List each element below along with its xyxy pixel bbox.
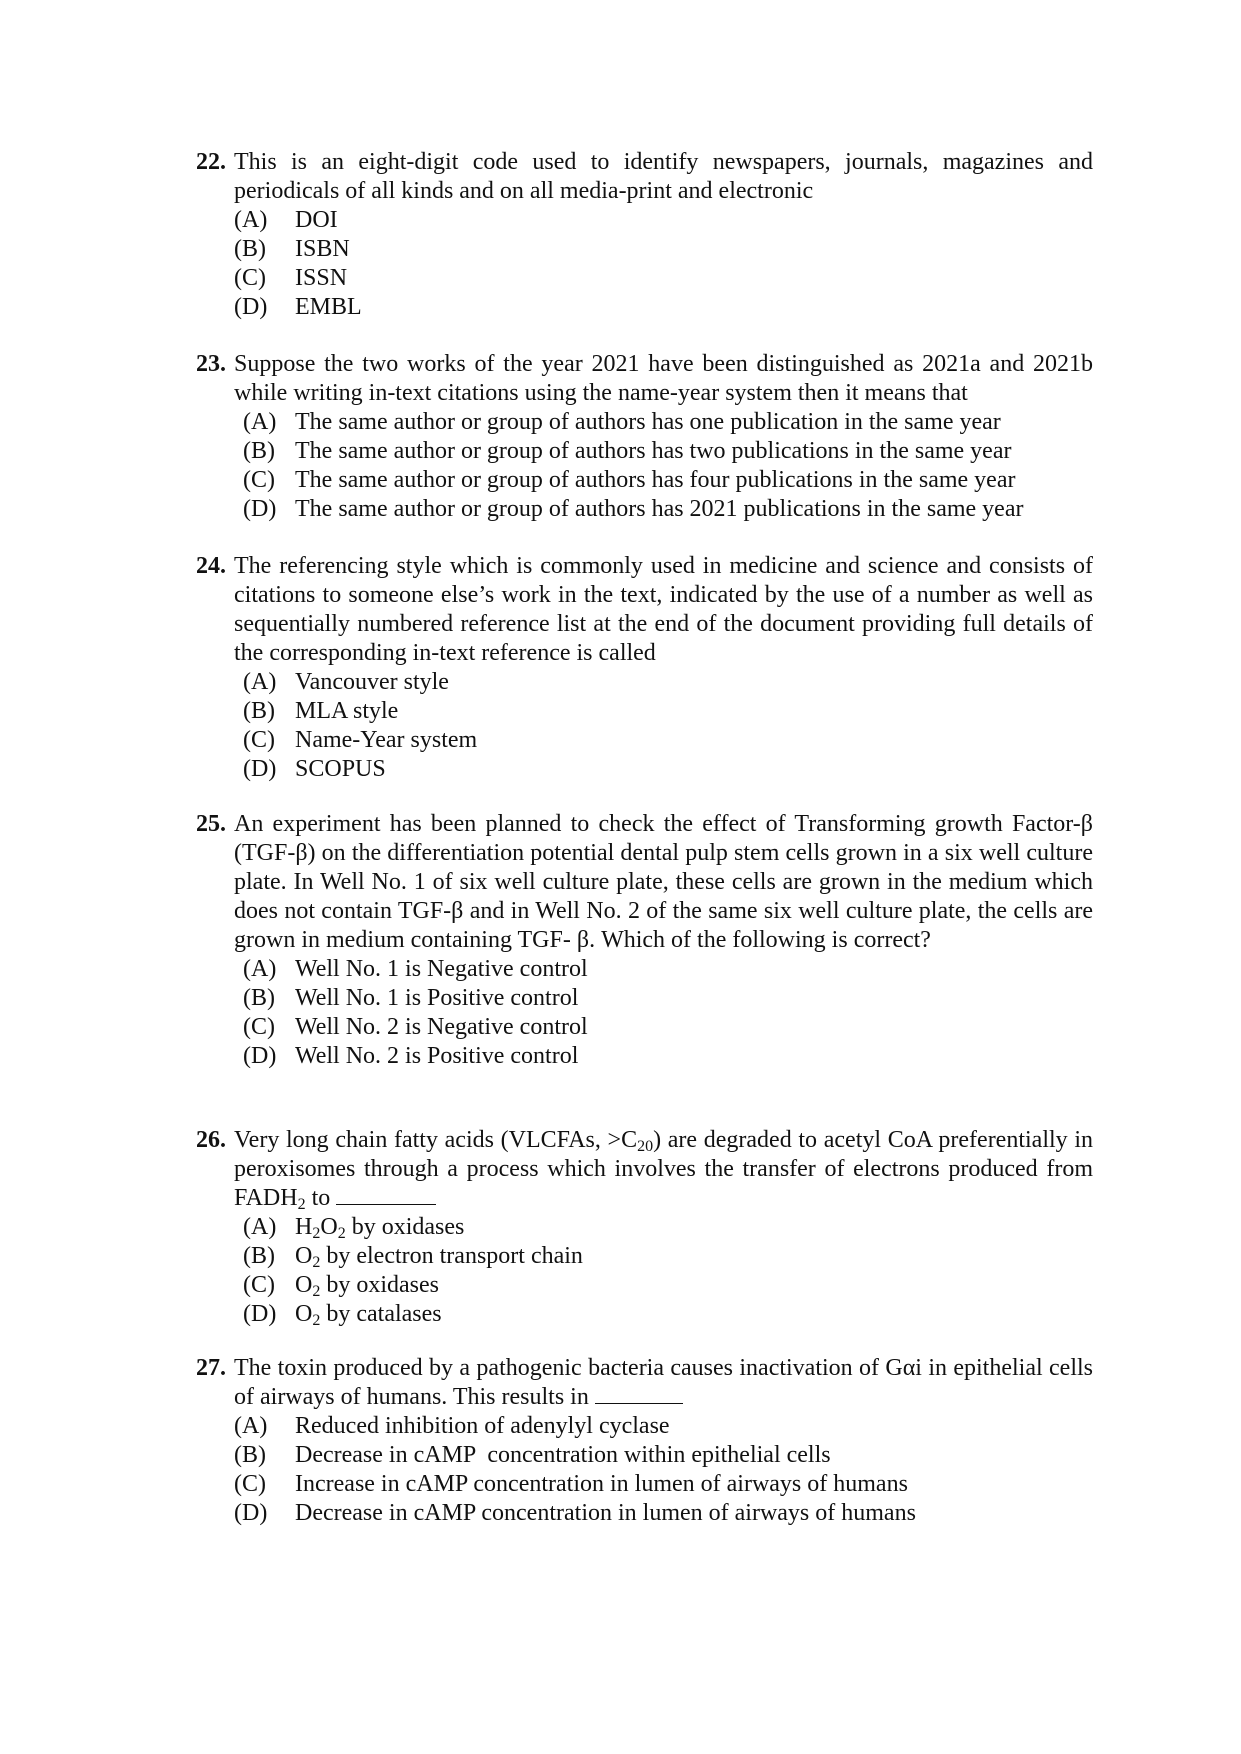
question-text [234, 1126, 1093, 1213]
answer-blank [595, 1383, 683, 1404]
option-label: (A) [243, 956, 277, 982]
option-text: Well No. 1 is Positive control [295, 985, 579, 1011]
question-number: 23. [196, 351, 226, 377]
formula-part: O [295, 1272, 313, 1298]
option-text: EMBL [295, 294, 362, 320]
option-text: ISBN [295, 236, 350, 262]
subscript: 2 [297, 1196, 306, 1213]
subscript: 2 [312, 1283, 321, 1300]
option-d[interactable] [234, 293, 1093, 322]
option-text: Reduced inhibition of adenylyl cyclase [295, 1413, 670, 1439]
option-text: Vancouver style [295, 669, 449, 695]
question-text-part: The toxin produced by a pathogenic bacteria causes inactivation of Gαi in epithelial cells of airways of humans. This results in [234, 1355, 1093, 1410]
options-list [234, 206, 1093, 322]
options-list [234, 1412, 1093, 1528]
options-list [234, 955, 1093, 1071]
question-number: 27. [196, 1355, 226, 1381]
option-label: (D) [243, 1301, 277, 1327]
option-label: (B) [243, 1243, 275, 1269]
option-a[interactable] [234, 408, 1093, 437]
option-c[interactable] [234, 466, 1093, 495]
option-label: (C) [243, 727, 275, 753]
formula-part: O [320, 1214, 338, 1240]
question-number: 24. [196, 553, 226, 579]
question-23 [196, 350, 1093, 524]
question-number: 25. [196, 811, 226, 837]
question-text: An experiment has been planned to check the effect of Transforming growth Factor-β (TGF-β) on the differentiation potential dental pulp stem cells grown in a six well culture plate. In Well No. 1 of six well culture plate, these cells are grown in the medium which does not contain TGF-β and in Well No. 2 of the same six well culture plate, the cells are grown in medium containing TGF- β. Which of the following is correct? [234, 811, 1093, 953]
option-a[interactable] [234, 668, 1093, 697]
option-d[interactable] [234, 755, 1093, 784]
option-text: The same author or group of authors has four publications in the same year [295, 467, 1016, 493]
formula-part: by oxidases [345, 1214, 465, 1240]
question-text: Suppose the two works of the year 2021 have been distinguished as 2021a and 2021b while writing in-text citations using the name-year system then it means that [234, 351, 1093, 406]
formula-part: O [295, 1301, 313, 1327]
question-22 [196, 148, 1093, 322]
formula-part: by oxidases [320, 1272, 439, 1298]
option-c[interactable] [234, 1013, 1093, 1042]
subscript: 2 [312, 1312, 321, 1329]
option-label: (D) [234, 1500, 268, 1526]
option-c[interactable] [234, 1271, 1093, 1300]
option-text: Name-Year system [295, 727, 478, 753]
option-label: (C) [243, 1272, 275, 1298]
option-c[interactable] [234, 264, 1093, 293]
subscript: 2 [312, 1225, 321, 1242]
question-27 [196, 1354, 1093, 1528]
formula-part: by catalases [320, 1301, 442, 1327]
option-label: (A) [243, 409, 277, 435]
option-text: Well No. 2 is Positive control [295, 1043, 579, 1069]
option-b[interactable] [234, 1441, 1093, 1470]
option-text: SCOPUS [295, 756, 386, 782]
option-text: Well No. 1 is Negative control [295, 956, 588, 982]
option-label: (D) [243, 756, 277, 782]
option-label: (B) [243, 985, 275, 1011]
option-a[interactable] [234, 1213, 1093, 1242]
option-a[interactable] [234, 206, 1093, 235]
option-label: (B) [243, 698, 275, 724]
option-b[interactable] [234, 984, 1093, 1013]
question-text: The referencing style which is commonly used in medicine and science and consists of citations to someone else’s work in the text, indicated by the use of a number as well as sequentially numbered reference list at the end of the document providing full details of the corresponding in-text reference is called [234, 553, 1093, 666]
question-text-part: Very long chain fatty acids (VLCFAs, >C [234, 1127, 638, 1153]
question-text [234, 1354, 1093, 1412]
question-number: 22. [196, 149, 226, 175]
formula-part: O [295, 1243, 313, 1269]
option-text [295, 1213, 464, 1242]
option-d[interactable] [234, 1499, 1093, 1528]
option-b[interactable] [234, 437, 1093, 466]
subscript: 20 [637, 1138, 654, 1155]
question-text-part: to [305, 1185, 331, 1211]
option-label: (A) [243, 1214, 277, 1240]
option-text: The same author or group of authors has 2021 publications in the same year [295, 496, 1024, 522]
option-label: (A) [234, 207, 268, 233]
option-label: (C) [234, 265, 266, 291]
option-text: ISSN [295, 265, 348, 291]
option-c[interactable] [234, 726, 1093, 755]
options-list [234, 1213, 1093, 1329]
option-text: Well No. 2 is Negative control [295, 1014, 588, 1040]
option-label: (B) [234, 1442, 266, 1468]
question-24 [196, 552, 1093, 784]
question-text: This is an eight-digit code used to identify newspapers, journals, magazines and periodicals of all kinds and on all media-print and electronic [234, 149, 1093, 204]
option-text [295, 1271, 439, 1300]
option-b[interactable] [234, 1242, 1093, 1271]
option-c[interactable] [234, 1470, 1093, 1499]
option-text: DOI [295, 207, 338, 233]
option-label: (C) [243, 1014, 275, 1040]
formula-part: H [295, 1214, 313, 1240]
question-26 [196, 1126, 1093, 1329]
option-label: (D) [243, 496, 277, 522]
option-label: (C) [234, 1471, 266, 1497]
option-a[interactable] [234, 955, 1093, 984]
option-text: Decrease in cAMP concentration in lumen of airways of humans [295, 1500, 916, 1526]
subscript: 2 [337, 1225, 346, 1242]
option-text: The same author or group of authors has one publication in the same year [295, 409, 1001, 435]
option-b[interactable] [234, 697, 1093, 726]
option-label: (D) [243, 1043, 277, 1069]
option-text [295, 1242, 583, 1271]
option-d[interactable] [234, 1300, 1093, 1329]
option-text: MLA style [295, 698, 399, 724]
question-text-part: ) are degraded to acetyl CoA preferentially in peroxisomes through a process which involves the transfer of electrons produced from FADH [234, 1127, 1094, 1211]
option-label: (D) [234, 294, 268, 320]
options-list [234, 668, 1093, 784]
option-d[interactable] [234, 1042, 1093, 1071]
option-a[interactable] [234, 1412, 1093, 1441]
option-text [295, 1300, 442, 1329]
question-number: 26. [196, 1127, 226, 1153]
option-text: Increase in cAMP concentration in lumen of airways of humans [295, 1471, 908, 1497]
option-b[interactable] [234, 235, 1093, 264]
option-label: (A) [243, 669, 277, 695]
option-text: Decrease in cAMP concentration within epithelial cells [295, 1442, 831, 1468]
options-list [234, 408, 1093, 524]
option-text: The same author or group of authors has two publications in the same year [295, 438, 1012, 464]
subscript: 2 [312, 1254, 321, 1271]
option-label: (A) [234, 1413, 268, 1439]
option-label: (C) [243, 467, 275, 493]
question-25 [196, 810, 1093, 1071]
option-label: (B) [243, 438, 275, 464]
formula-part: by electron transport chain [320, 1243, 583, 1269]
option-label: (B) [234, 236, 266, 262]
answer-blank [336, 1184, 436, 1205]
option-d[interactable] [234, 495, 1093, 524]
